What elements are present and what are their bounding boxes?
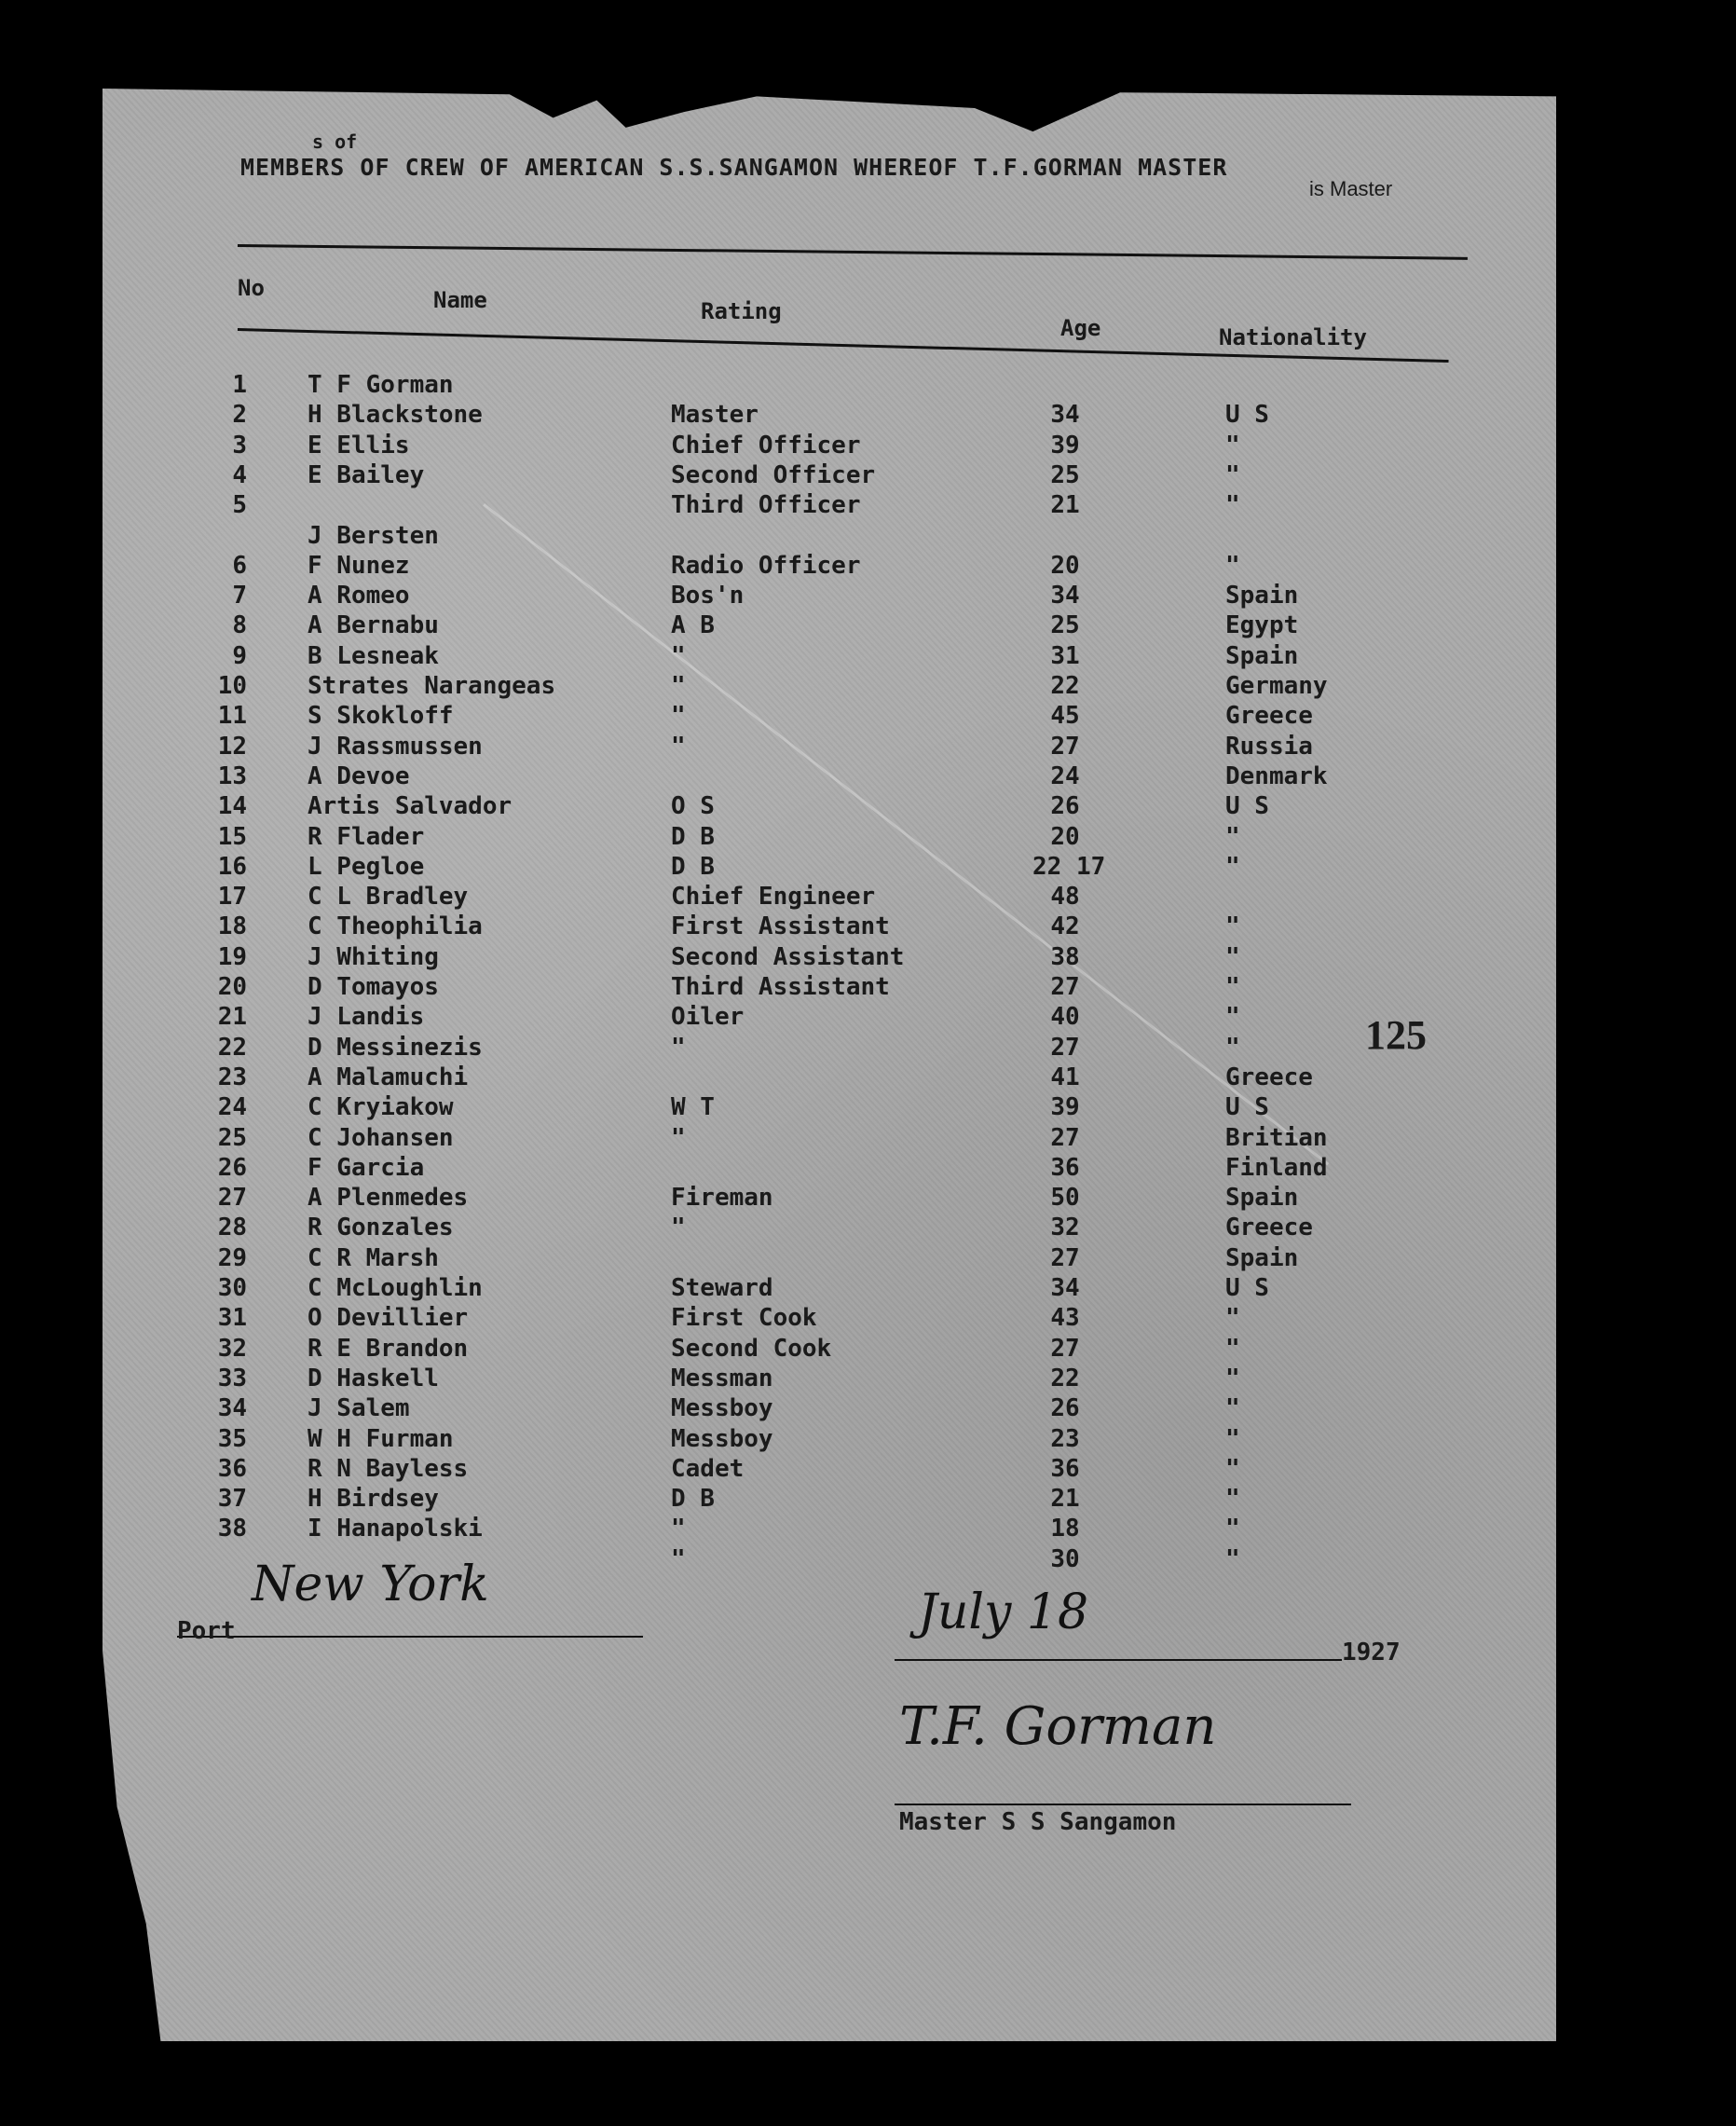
crew-age: 39 xyxy=(1050,431,1080,459)
crew-no: 18 xyxy=(217,912,247,941)
crew-name: J Landis xyxy=(308,1003,425,1032)
crew-nationality: " xyxy=(1225,1304,1240,1333)
crew-age: 22 17 xyxy=(1032,852,1106,881)
crew-no: 15 xyxy=(217,822,247,851)
date-handwriting: July 18 xyxy=(918,1584,1089,1640)
crew-no: 22 xyxy=(217,1033,247,1062)
crew-no: 36 xyxy=(217,1454,247,1483)
crew-rating: Third Assistant xyxy=(671,973,890,1001)
crew-name: J Rassmussen xyxy=(308,732,483,761)
crew-age: 48 xyxy=(1050,883,1080,912)
crew-nationality: " xyxy=(1225,460,1240,489)
crew-no: 20 xyxy=(217,973,247,1001)
crew-no: 8 xyxy=(232,611,247,640)
crew-rating: O S xyxy=(671,792,715,821)
crew-name: O Devillier xyxy=(308,1304,469,1333)
crew-nationality: " xyxy=(1225,912,1240,941)
crew-no: 10 xyxy=(217,672,247,700)
crew-nationality: Spain xyxy=(1225,1184,1299,1213)
port-label: Port xyxy=(177,1617,236,1645)
crew-name: C L Bradley xyxy=(308,883,469,912)
crew-rating: Second Cook xyxy=(671,1334,832,1363)
crew-age: 26 xyxy=(1050,792,1080,821)
crew-name: A Plenmedes xyxy=(308,1184,469,1213)
crew-no: 26 xyxy=(217,1153,247,1182)
crew-rating: First Cook xyxy=(671,1304,817,1333)
crew-nationality: Greece xyxy=(1225,702,1313,731)
crew-age: 32 xyxy=(1050,1214,1080,1242)
crew-rating: Chief Officer xyxy=(671,431,861,459)
crew-age: 41 xyxy=(1050,1063,1080,1091)
crew-rating: Messboy xyxy=(671,1394,773,1423)
crew-no: 6 xyxy=(232,551,247,580)
crew-nationality: " xyxy=(1225,1033,1240,1062)
header-no: No xyxy=(238,275,265,301)
document-title: MEMBERS OF CREW OF AMERICAN S.S.SANGAMON WHEREOF T.F.GORMAN MASTER xyxy=(240,154,1228,181)
crew-age: 31 xyxy=(1050,641,1080,670)
crew-name: I Hanapolski xyxy=(308,1515,483,1543)
crew-no: 33 xyxy=(217,1364,247,1392)
crew-no: 25 xyxy=(217,1123,247,1152)
crew-no: 32 xyxy=(217,1334,247,1363)
crew-no: 31 xyxy=(217,1304,247,1333)
crew-no: 30 xyxy=(217,1274,247,1302)
crew-no: 19 xyxy=(217,942,247,971)
crew-age: 40 xyxy=(1050,1003,1080,1032)
crew-age: 27 xyxy=(1050,1334,1080,1363)
crew-no: 4 xyxy=(232,460,247,489)
crew-rating: Oiler xyxy=(671,1003,745,1032)
crew-nationality: " xyxy=(1225,1485,1240,1514)
crew-age: 21 xyxy=(1050,491,1080,520)
crew-rating: A B xyxy=(671,611,715,640)
crew-name: C Theophilia xyxy=(308,912,483,941)
crew-nationality: Spain xyxy=(1225,1243,1299,1272)
crew-rating: " xyxy=(671,641,686,670)
crew-nationality: " xyxy=(1225,822,1240,851)
crew-name: D Messinezis xyxy=(308,1033,483,1062)
header-age: Age xyxy=(1060,315,1101,341)
crew-nationality: Britian xyxy=(1225,1123,1328,1152)
crew-name: E Bailey xyxy=(308,460,425,489)
signature-label: Master S S Sangamon xyxy=(899,1808,1177,1836)
crew-age: 20 xyxy=(1050,822,1080,851)
crew-rating: D B xyxy=(671,852,715,881)
crew-rating: D B xyxy=(671,822,715,851)
crew-age: 34 xyxy=(1050,582,1080,610)
crew-age: 25 xyxy=(1050,460,1080,489)
header-nationality: Nationality xyxy=(1219,324,1367,350)
crew-nationality: " xyxy=(1225,431,1240,459)
crew-name: J Salem xyxy=(308,1394,410,1423)
crew-no: 12 xyxy=(217,732,247,761)
master-signature: T.F. Gorman xyxy=(899,1696,1217,1757)
crew-age: 27 xyxy=(1050,1123,1080,1152)
crew-rating: " xyxy=(671,1544,686,1573)
crew-no: 13 xyxy=(217,761,247,790)
crew-name: D Haskell xyxy=(308,1364,439,1392)
crew-no: 27 xyxy=(217,1184,247,1213)
crew-rating: Bos'n xyxy=(671,582,745,610)
crew-rating: " xyxy=(671,1214,686,1242)
crew-nationality: Spain xyxy=(1225,582,1299,610)
crew-rating: " xyxy=(671,702,686,731)
crew-no: 3 xyxy=(232,431,247,459)
crew-no: 34 xyxy=(217,1394,247,1423)
crew-rating: Steward xyxy=(671,1274,773,1302)
crew-age: 22 xyxy=(1050,1364,1080,1392)
crew-no: 28 xyxy=(217,1214,247,1242)
crew-name: C R Marsh xyxy=(308,1243,439,1272)
crew-age: 42 xyxy=(1050,912,1080,941)
crew-name: A Devoe xyxy=(308,761,410,790)
crew-rating: Master xyxy=(671,401,759,430)
crew-age: 26 xyxy=(1050,1394,1080,1423)
crew-rating: " xyxy=(671,1033,686,1062)
crew-age: 27 xyxy=(1050,973,1080,1001)
signature-line xyxy=(895,1804,1351,1805)
crew-age: 27 xyxy=(1050,1033,1080,1062)
crew-nationality: " xyxy=(1225,973,1240,1001)
crew-age: 34 xyxy=(1050,1274,1080,1302)
crew-rating: " xyxy=(671,732,686,761)
crew-nationality: Germany xyxy=(1225,672,1328,700)
crew-age: 43 xyxy=(1050,1304,1080,1333)
crew-age: 36 xyxy=(1050,1153,1080,1182)
crew-name: W H Furman xyxy=(308,1424,454,1453)
crew-rating: Second Assistant xyxy=(671,942,905,971)
crew-no: 17 xyxy=(217,883,247,912)
year-label: 1927 xyxy=(1342,1639,1401,1667)
crew-name: D Tomayos xyxy=(308,973,439,1001)
crew-nationality: " xyxy=(1225,1515,1240,1543)
crew-name: J Bersten xyxy=(308,521,439,550)
crew-nationality: U S xyxy=(1225,401,1269,430)
crew-rating: Second Officer xyxy=(671,460,876,489)
title-annotation: is Master xyxy=(1309,177,1393,200)
crew-no: 21 xyxy=(217,1003,247,1032)
crew-age: 45 xyxy=(1050,702,1080,731)
crew-name: R E Brandon xyxy=(308,1334,469,1363)
crew-nationality: Russia xyxy=(1225,732,1313,761)
crew-name: H Birdsey xyxy=(308,1485,439,1514)
crew-no: 7 xyxy=(232,582,247,610)
crew-nationality: " xyxy=(1225,942,1240,971)
crew-name: Artis Salvador xyxy=(308,792,513,821)
crew-no: 35 xyxy=(217,1424,247,1453)
crew-name: F Nunez xyxy=(308,551,410,580)
page-stamp-number: 125 xyxy=(1365,1012,1427,1058)
crew-no: 9 xyxy=(232,641,247,670)
crew-age: 24 xyxy=(1050,761,1080,790)
crew-rating: Chief Engineer xyxy=(671,883,876,912)
crew-age: 18 xyxy=(1050,1515,1080,1543)
crew-nationality: " xyxy=(1225,1003,1240,1032)
crew-no: 2 xyxy=(232,401,247,430)
crew-name: C McLoughlin xyxy=(308,1274,483,1302)
crew-nationality: Egypt xyxy=(1225,611,1299,640)
crew-no: 11 xyxy=(217,702,247,731)
crew-nationality: Greece xyxy=(1225,1214,1313,1242)
crew-age: 39 xyxy=(1050,1093,1080,1122)
crew-name: T F Gorman xyxy=(308,371,454,399)
title-fragment: s of xyxy=(312,130,358,153)
crew-nationality: U S xyxy=(1225,792,1269,821)
crew-age: 23 xyxy=(1050,1424,1080,1453)
crew-name: C Kryiakow xyxy=(308,1093,454,1122)
crew-name: C Johansen xyxy=(308,1123,454,1152)
crew-name: J Whiting xyxy=(308,942,439,971)
crew-nationality: U S xyxy=(1225,1093,1269,1122)
crew-age: 27 xyxy=(1050,732,1080,761)
crew-no: 29 xyxy=(217,1243,247,1272)
crew-nationality: Finland xyxy=(1225,1153,1328,1182)
date-line xyxy=(895,1659,1342,1661)
crew-name: B Lesneak xyxy=(308,641,439,670)
crew-name: R N Bayless xyxy=(308,1454,469,1483)
crew-name: E Ellis xyxy=(308,431,410,459)
crew-nationality: " xyxy=(1225,1424,1240,1453)
crew-age: 38 xyxy=(1050,942,1080,971)
crew-rating: Fireman xyxy=(671,1184,773,1213)
crew-nationality: Greece xyxy=(1225,1063,1313,1091)
crew-name: R Flader xyxy=(308,822,425,851)
crew-nationality: " xyxy=(1225,491,1240,520)
crew-no: 24 xyxy=(217,1093,247,1122)
crew-no: 16 xyxy=(217,852,247,881)
crew-no: 1 xyxy=(232,371,247,399)
header-rating: Rating xyxy=(701,298,782,324)
crew-name: Strates Narangeas xyxy=(308,672,556,700)
crew-name: H Blackstone xyxy=(308,401,483,430)
crew-rating: Third Officer xyxy=(671,491,861,520)
crew-age: 34 xyxy=(1050,401,1080,430)
crew-age: 30 xyxy=(1050,1544,1080,1573)
crew-rating: W T xyxy=(671,1093,715,1122)
crew-nationality: Spain xyxy=(1225,641,1299,670)
crew-nationality: " xyxy=(1225,1544,1240,1573)
crew-nationality: " xyxy=(1225,1364,1240,1392)
crew-nationality: " xyxy=(1225,1394,1240,1423)
crew-age: 36 xyxy=(1050,1454,1080,1483)
header-name: Name xyxy=(433,287,487,313)
crew-nationality: " xyxy=(1225,551,1240,580)
crew-rating: Messboy xyxy=(671,1424,773,1453)
crew-rating: Messman xyxy=(671,1364,773,1392)
crew-no: 38 xyxy=(217,1515,247,1543)
crew-name: F Garcia xyxy=(308,1153,425,1182)
crew-nationality: " xyxy=(1225,852,1240,881)
crew-name: A Malamuchi xyxy=(308,1063,469,1091)
crew-rating: Cadet xyxy=(671,1454,745,1483)
crew-nationality: Denmark xyxy=(1225,761,1328,790)
crew-rating: D B xyxy=(671,1485,715,1514)
crew-nationality: " xyxy=(1225,1334,1240,1363)
crew-no: 5 xyxy=(232,491,247,520)
port-line xyxy=(177,1636,643,1638)
crew-name: S Skokloff xyxy=(308,702,454,731)
crew-nationality: U S xyxy=(1225,1274,1269,1302)
crew-no: 37 xyxy=(217,1485,247,1514)
crew-rating: First Assistant xyxy=(671,912,890,941)
crew-name: A Bernabu xyxy=(308,611,439,640)
crew-rating: " xyxy=(671,1515,686,1543)
crew-age: 22 xyxy=(1050,672,1080,700)
port-handwriting: New York xyxy=(252,1557,489,1612)
crew-nationality: " xyxy=(1225,1454,1240,1483)
crew-no: 23 xyxy=(217,1063,247,1091)
crew-no: 14 xyxy=(217,792,247,821)
crew-rating: " xyxy=(671,672,686,700)
crew-name: L Pegloe xyxy=(308,852,425,881)
crew-rating: Radio Officer xyxy=(671,551,861,580)
crew-name: A Romeo xyxy=(308,582,410,610)
crew-age: 50 xyxy=(1050,1184,1080,1213)
crew-name: R Gonzales xyxy=(308,1214,454,1242)
crew-age: 27 xyxy=(1050,1243,1080,1272)
crew-age: 25 xyxy=(1050,611,1080,640)
crew-rating: " xyxy=(671,1123,686,1152)
crew-age: 20 xyxy=(1050,551,1080,580)
crew-age: 21 xyxy=(1050,1485,1080,1514)
